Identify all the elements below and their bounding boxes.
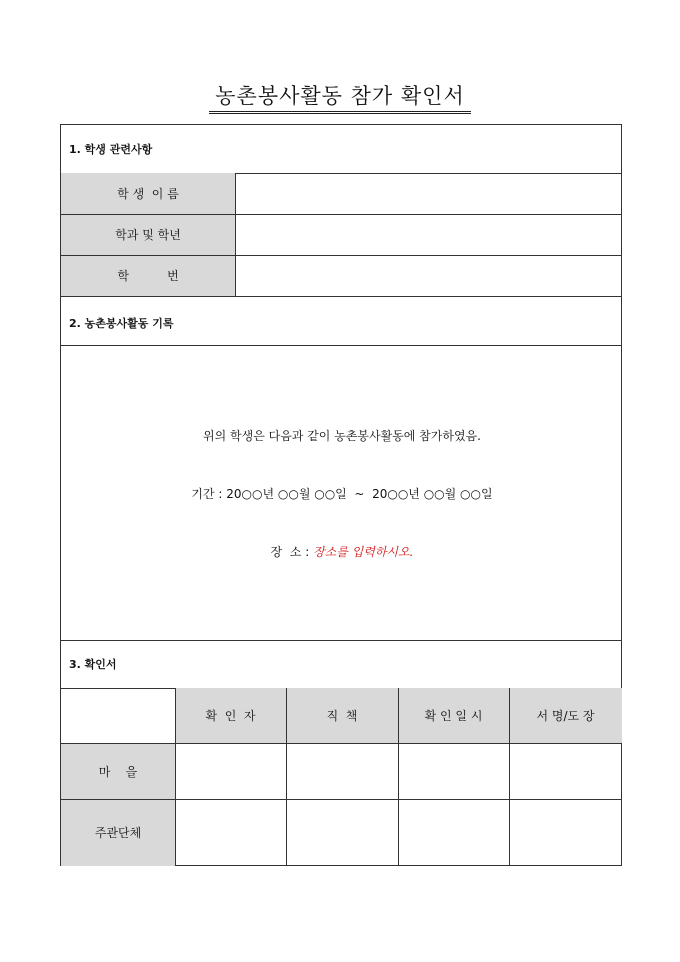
divider xyxy=(61,640,621,641)
organizer-confirmer-cell[interactable] xyxy=(176,800,286,866)
participation-statement: 위의 학생은 다음과 같이 농촌봉사활동에 참가하였음. xyxy=(203,429,481,443)
form-table xyxy=(60,124,622,866)
column-confirm-date: 확 인 일 시 xyxy=(424,709,483,723)
student-name-label: 학 생 이 름 xyxy=(117,187,179,201)
section1-heading: 1. 학생 관련사항 xyxy=(69,143,153,156)
department-grade-label: 학과 및 학년 xyxy=(115,228,181,242)
row-organizer: 주관단체 xyxy=(94,826,142,840)
document-title: 농촌봉사활동 참가 확인서 xyxy=(209,84,471,114)
row-village: 마 을 xyxy=(98,764,138,779)
student-name-field[interactable] xyxy=(236,173,622,214)
organizer-position-cell[interactable] xyxy=(287,800,398,866)
activity-place xyxy=(61,543,623,560)
department-grade-field[interactable] xyxy=(236,214,622,255)
organizer-signature-cell[interactable] xyxy=(510,800,622,866)
column-position: 직 책 xyxy=(326,709,358,723)
divider xyxy=(61,296,621,297)
village-signature-cell[interactable] xyxy=(510,744,622,799)
document-title-wrap xyxy=(0,80,680,110)
divider xyxy=(61,345,621,346)
column-confirmer: 확 인 자 xyxy=(205,709,256,723)
activity-period: 기간 : 20○○년 ○○월 ○○일 ~ 20○○년 ○○월 ○○일 xyxy=(191,487,493,501)
student-id-label: 학 번 xyxy=(117,269,179,283)
village-position-cell[interactable] xyxy=(287,744,398,799)
column-signature: 서 명/도 장 xyxy=(536,709,595,723)
place-label: 장 소 : xyxy=(270,545,310,559)
student-id-field[interactable] xyxy=(236,255,622,296)
organizer-date-cell[interactable] xyxy=(399,800,509,866)
village-confirmer-cell[interactable] xyxy=(176,744,286,799)
section2-heading: 2. 농촌봉사활동 기록 xyxy=(69,317,174,330)
place-value[interactable]: 장소를 입력하시오. xyxy=(313,545,414,559)
section3-heading: 3. 확인서 xyxy=(69,658,117,671)
village-date-cell[interactable] xyxy=(399,744,509,799)
